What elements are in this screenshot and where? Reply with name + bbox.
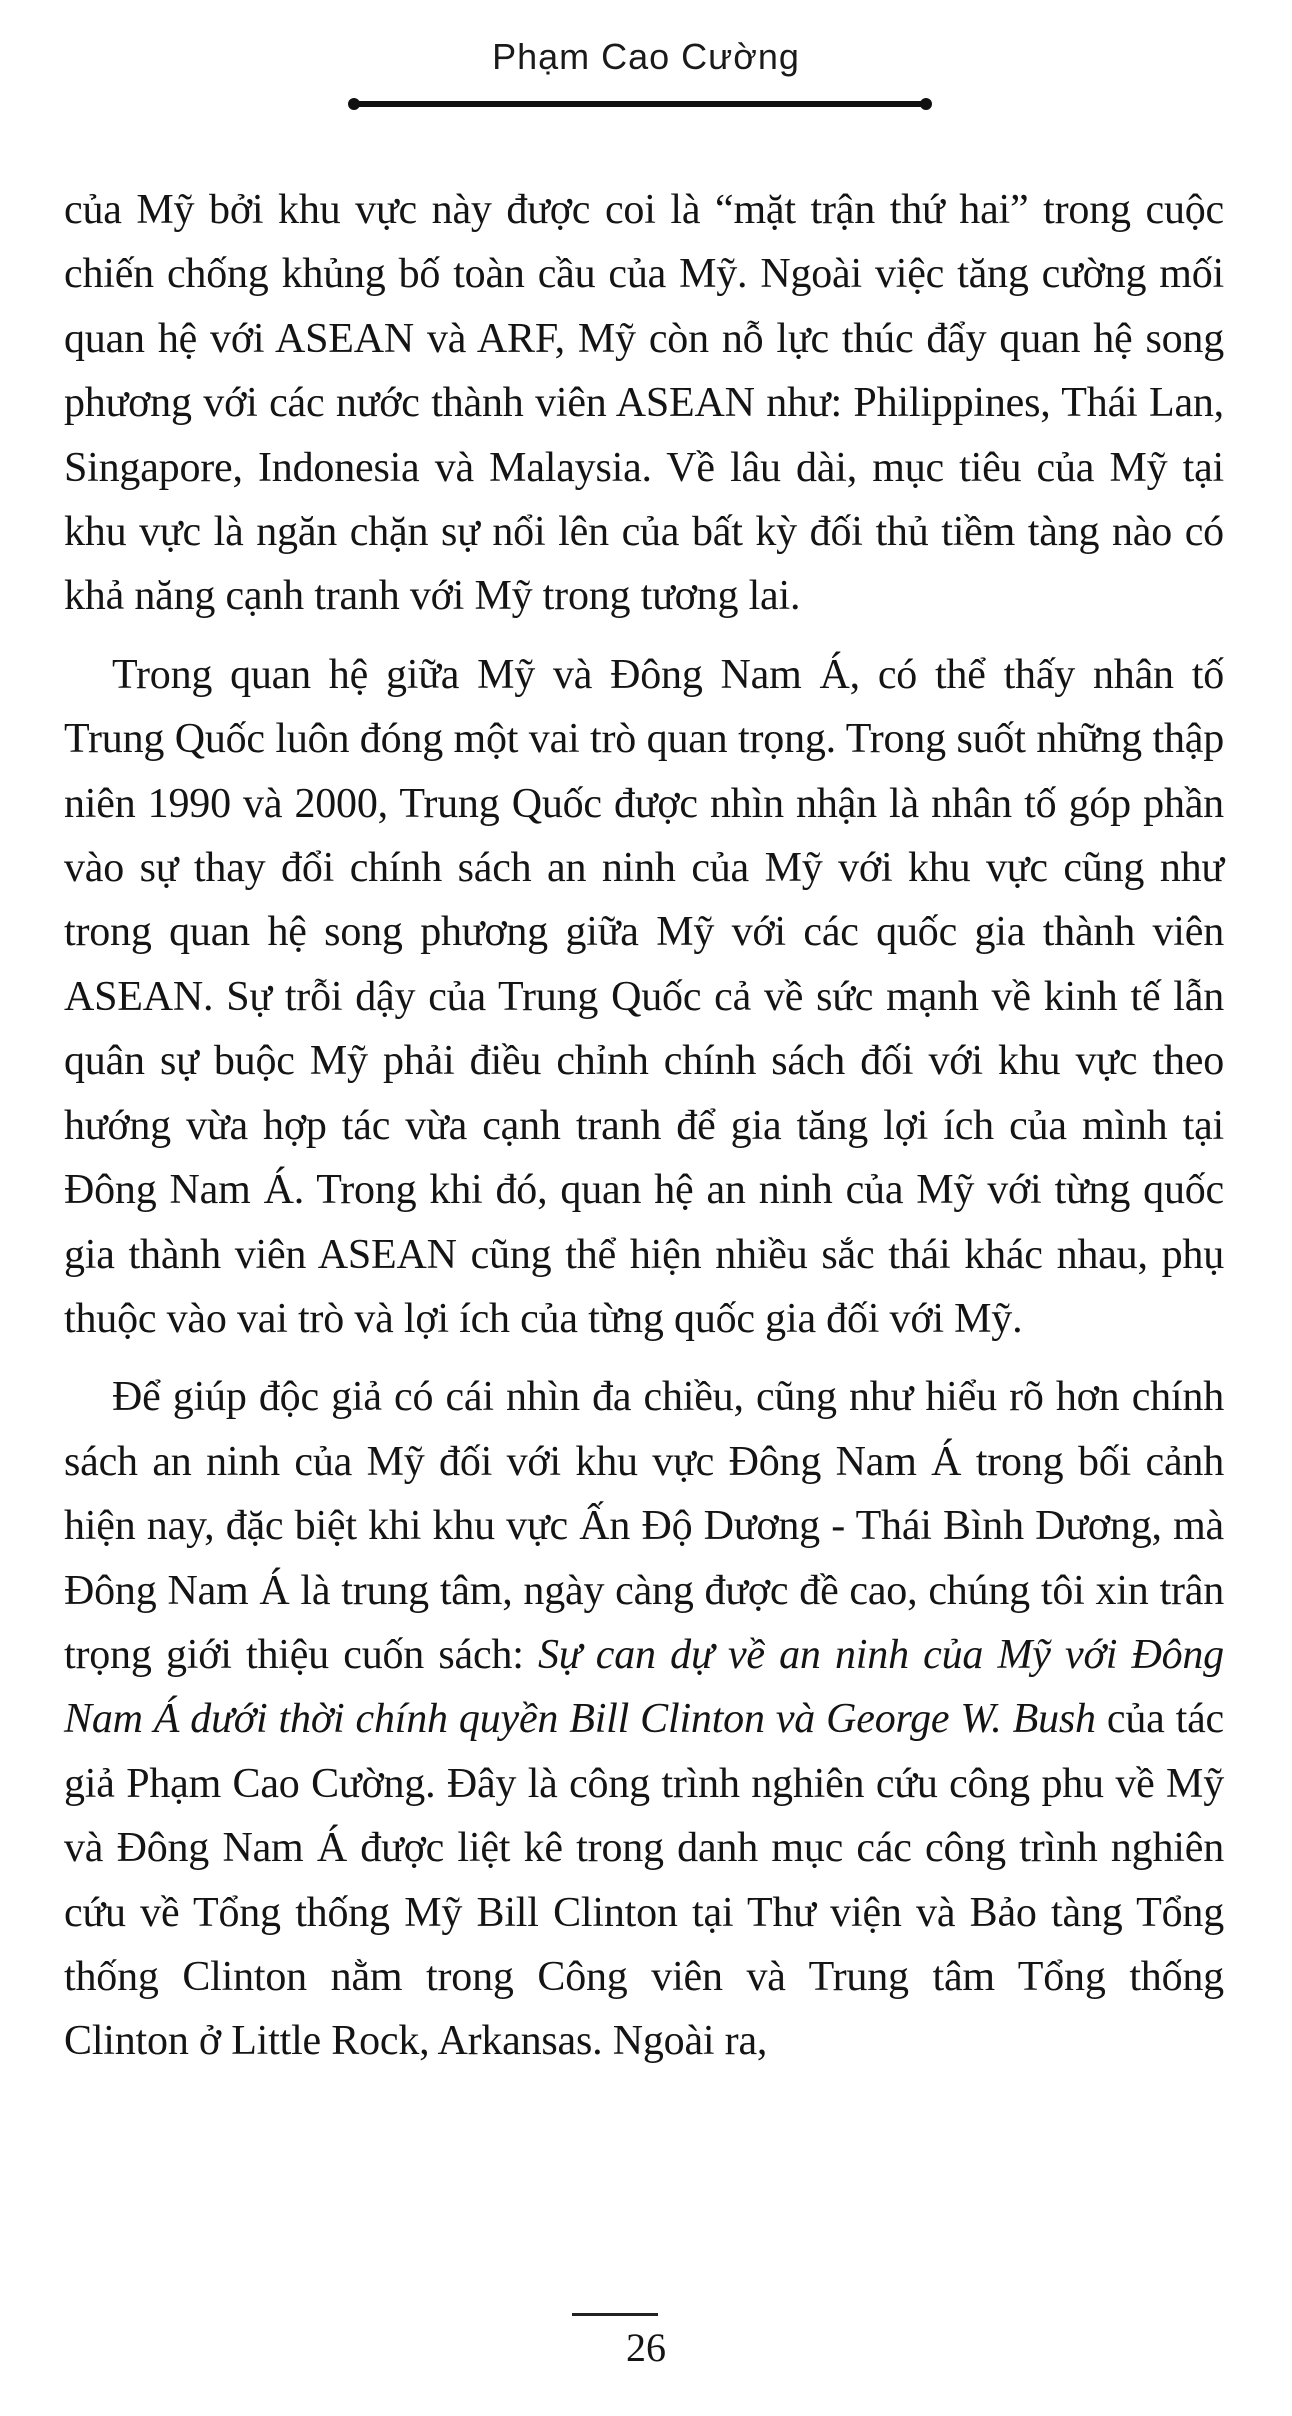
paragraph-1: của Mỹ bởi khu vực này được coi là “mặt trận thứ hai” trong cuộc chiến chống khủng bố toàn cầu của Mỹ. Ngoài việc tăng cường mối quan hệ với ASEAN và ARF, Mỹ còn nỗ lực thúc đẩy quan hệ song phương với các nước thành viên ASEAN như: Philippines, Thái Lan, Singapore, Indonesia và Malaysia. Về lâu dài, mục tiêu của Mỹ tại khu vực là ngăn chặn sự nổi lên của bất kỳ đối thủ tiềm tàng nào có khả năng cạnh tranh với Mỹ trong tương lai. — [64, 187, 1224, 620]
body-text — [64, 178, 1224, 2088]
paragraph-2: Trong quan hệ giữa Mỹ và Đông Nam Á, có thể thấy nhân tố Trung Quốc luôn đóng một vai trò quan trọng. Trong suốt những thập niên 1990 và 2000, Trung Quốc được nhìn nhận là nhân tố góp phần vào sự thay đổi chính sách an ninh của Mỹ với khu vực cũng như trong quan hệ song phương giữa Mỹ với các quốc gia thành viên ASEAN. Sự trỗi dậy của Trung Quốc cả về sức mạnh về kinh tế lẫn quân sự buộc Mỹ phải điều chỉnh chính sách đối với khu vực theo hướng vừa hợp tác vừa cạnh tranh để gia tăng lợi ích của mình tại Đông Nam Á. Trong khi đó, quan hệ an ninh của Mỹ với từng quốc gia thành viên ASEAN cũng thể hiện nhiều sắc thái khác nhau, phụ thuộc vào vai trò và lợi ích của từng quốc gia đối với Mỹ. — [64, 651, 1224, 1342]
running-header-author: Phạm Cao Cường — [492, 36, 800, 77]
book-title: Sự can dự về an ninh của Mỹ với Đông Nam Á dưới thời chính quyền Bill Clinton và George W. Bush — [64, 1631, 1224, 1743]
header-rule — [352, 101, 928, 107]
footer-rule — [572, 2313, 658, 2316]
paragraph-3-intro: Để giúp độc giả có cái nhìn đa chiều, cũng như hiểu rõ hơn chính sách an ninh của Mỹ đối với khu vực Đông Nam Á trong bối cảnh hiện nay, đặc biệt khi khu vực Ấn Độ Dương - Thái Bình Dương, mà Đông Nam Á là trung tâm, ngày càng được đề cao, chúng tôi xin trân trọng giới thiệu cuốn sách: — [64, 1374, 1224, 1678]
paragraph-3-rest: của tác giả Phạm Cao Cường. Đây là công trình nghiên cứu công phu về Mỹ và Đông Nam Á được liệt kê trong danh mục các công trình nghiên cứu về Tổng thống Mỹ Bill Clinton tại Thư viện và Bảo tàng Tổng thống Clinton nằm trong Công viên và Trung tâm Tổng thống Clinton ở Little Rock, Arkansas. Ngoài ra, — [64, 1696, 1224, 2065]
paragraph-3 — [64, 1365, 1224, 2073]
page-number: 26 — [626, 2325, 666, 2370]
